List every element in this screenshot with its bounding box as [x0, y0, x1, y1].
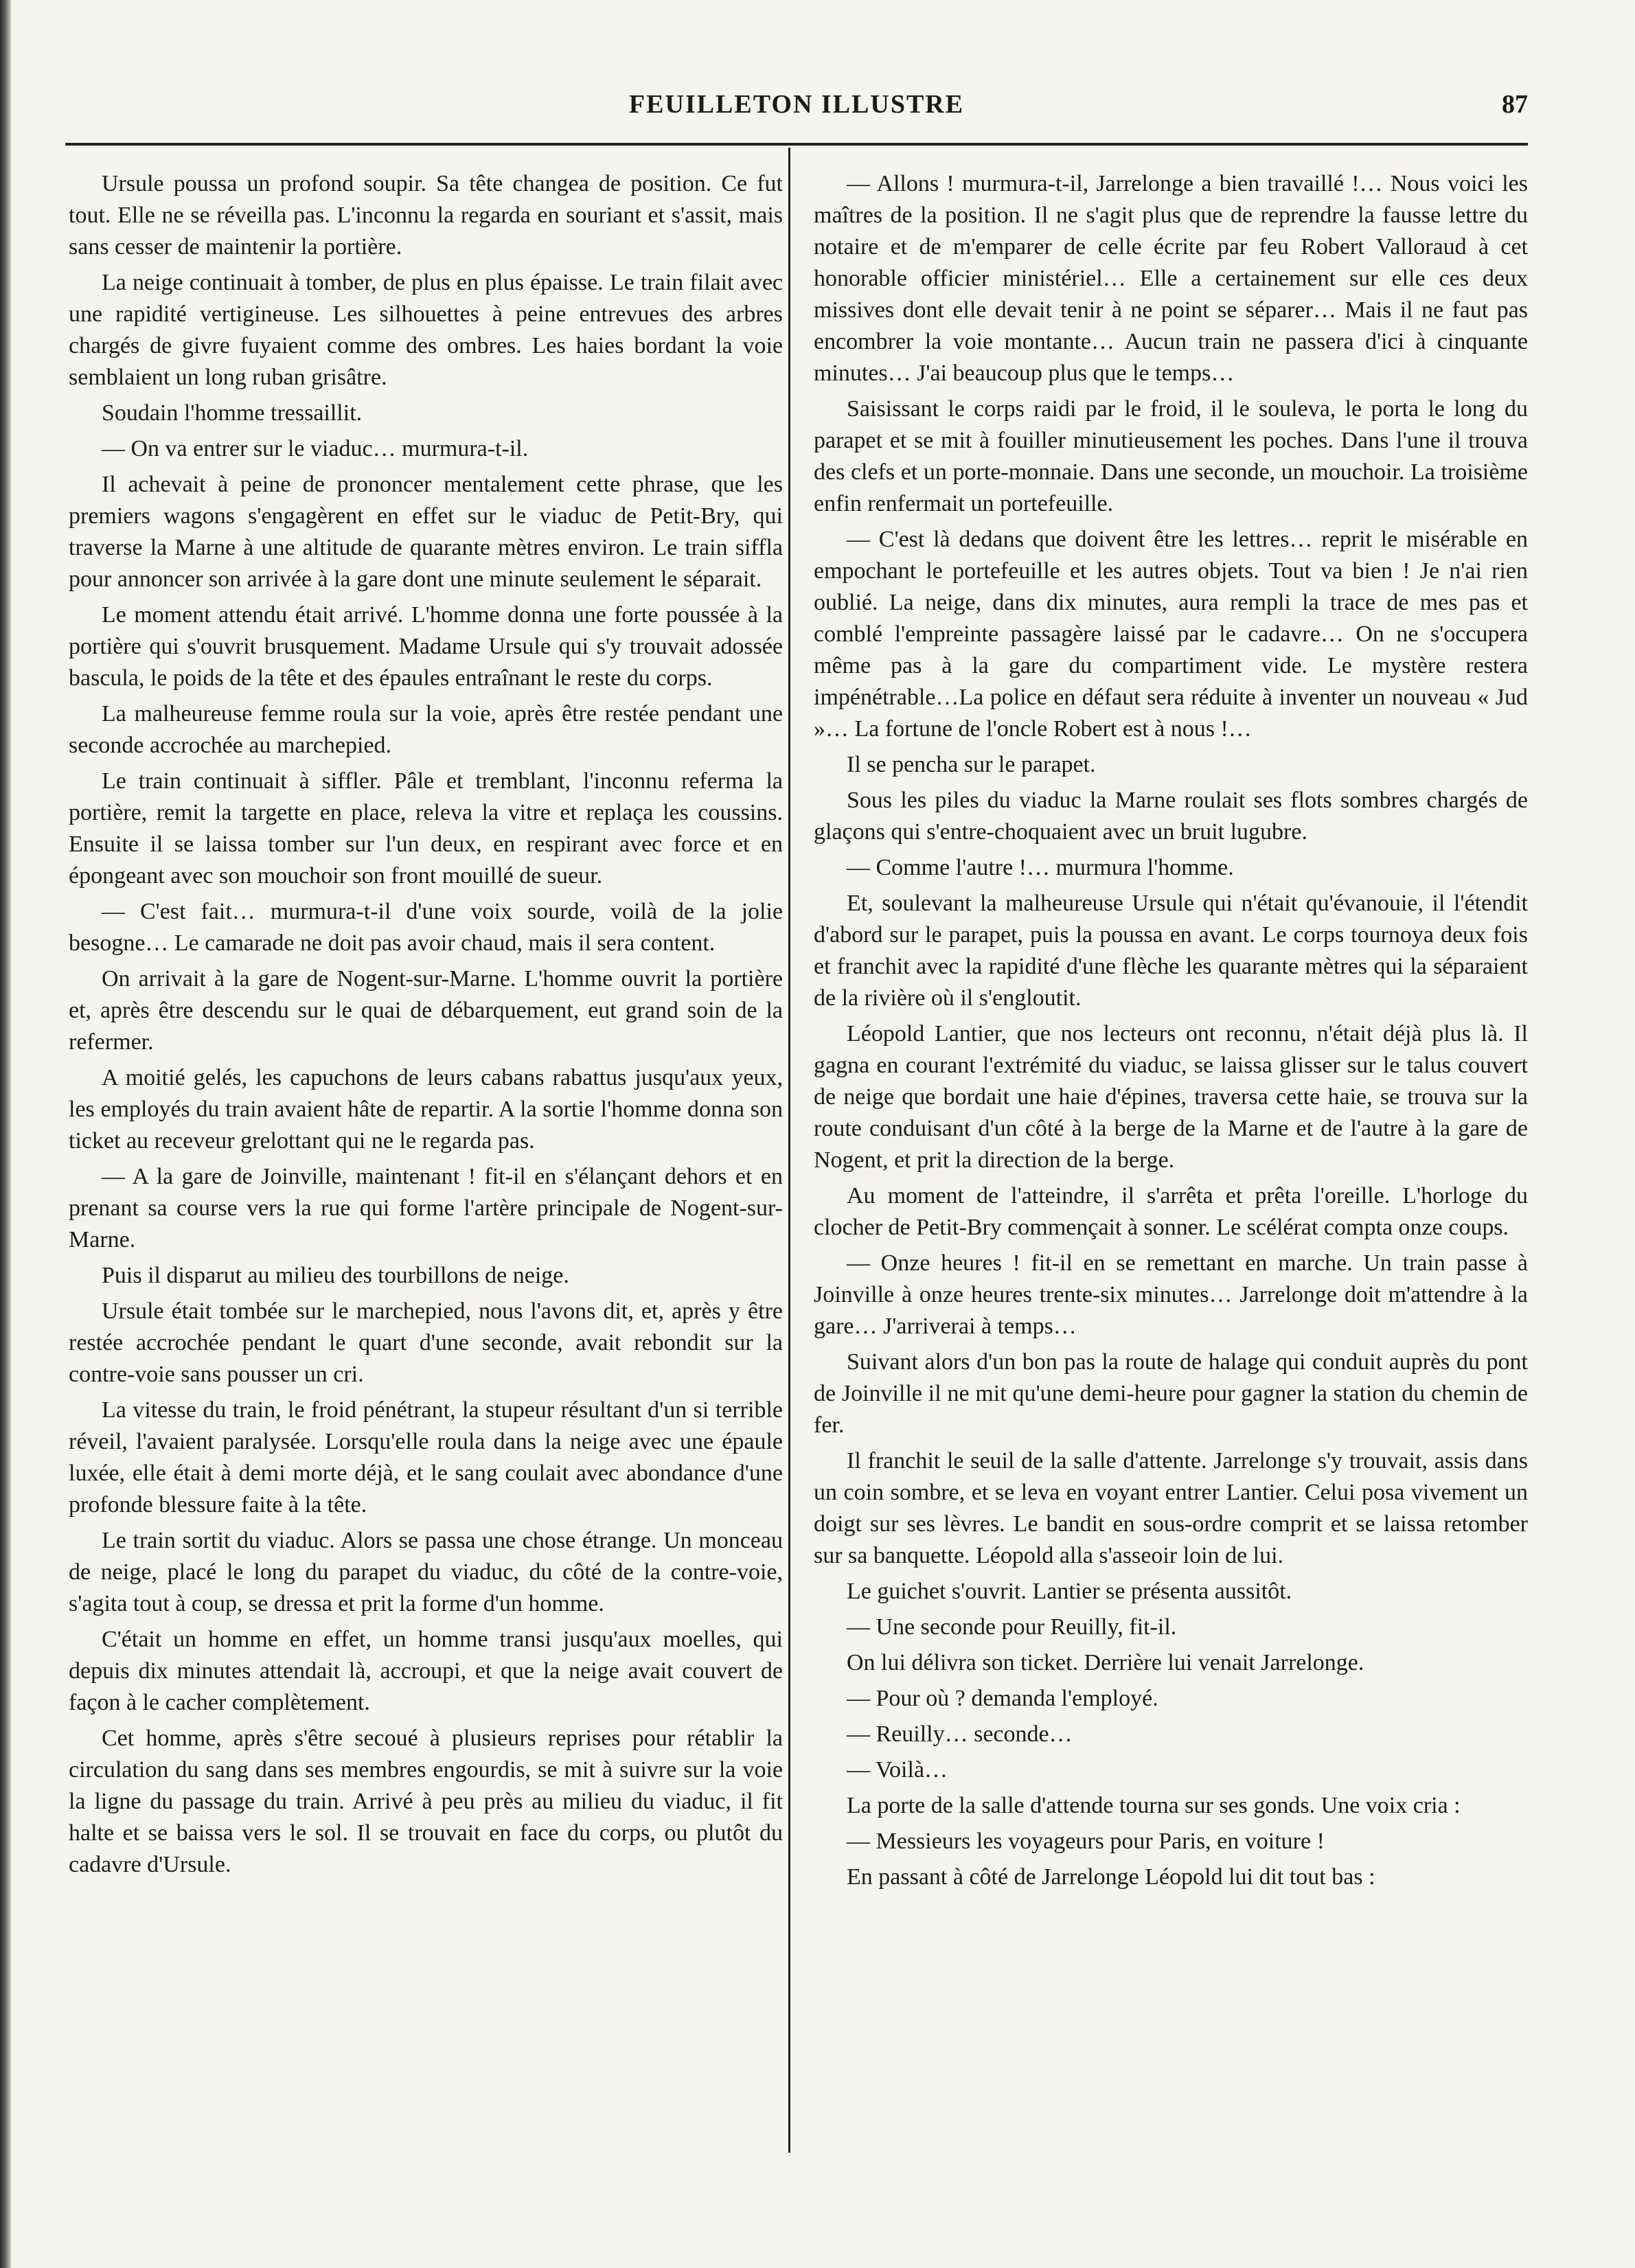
paragraph: Et, soulevant la malheureuse Ursule qui n'était qu'évanouie, il l'étendit d'abord sur le parapet, puis la poussa en avant. Le corps tournoya deux fois et franchit avec la rapidité d'une flèche les quarante mètres qui la séparaient de la rivière où il s'engloutit. [814, 891, 1528, 1011]
paragraph: La neige continuait à tomber, de plus en plus épaisse. Le train filait avec une rapidité vertigineuse. Les silhouettes à peine entrevues des arbres chargés de givre fuyaient comme des ombres. Les haies bordant la voie semblaient un long ruban grisâtre. [69, 270, 783, 390]
paragraph: Puis il disparut au milieu des tourbillons de neige. [102, 1263, 569, 1288]
column-divider [788, 148, 790, 2153]
paragraph: Le guichet s'ouvrit. Lantier se présenta aussitôt. [847, 1579, 1292, 1604]
paragraph: — Voilà… [847, 1757, 948, 1783]
paragraph: Le train continuait à siffler. Pâle et tremblant, l'inconnu referma la portière, remit la targette en place, releva la vitre et replaça les coussins. Ensuite il se laissa tomber sur l'un deux, en respirant avec force et en épongeant avec son mouchoir son front mouillé de sueur. [69, 768, 783, 889]
paragraph: La malheureuse femme roula sur la voie, après être restée pendant une seconde accrochée au marchepied. [69, 701, 783, 758]
left-column [69, 168, 783, 1885]
paragraph: Il achevait à peine de prononcer mentalement cette phrase, que les premiers wagons s'engagèrent en effet sur le viaduc de Petit-Bry, qui traverse la Marne à une altitude de quarante mètres environ. Le train siffla pour annoncer son arrivée à la gare dont une minute seulement le séparait. [69, 472, 783, 592]
paragraph: On lui délivra son ticket. Derrière lui venait Jarrelonge. [847, 1650, 1364, 1675]
header-rule [65, 143, 1528, 146]
paragraph: Il franchit le seuil de la salle d'attente. Jarrelonge s'y trouvait, assis dans un coin sombre, et se leva en voyant entrer Lantier. Celui posa vivement un doigt sur ses lèvres. Le bandit en sous-ordre comprit et se laissa retomber sur sa banquette. Léopold alla s'asseoir loin de lui. [814, 1448, 1528, 1568]
paragraph: — On va entrer sur le viaduc… murmura-t-il. [102, 436, 529, 461]
paragraph: Sous les piles du viaduc la Marne roulait ses flots sombres chargés de glaçons qui s'entre-choquaient avec un bruit lugubre. [814, 788, 1528, 845]
paragraph: Au moment de l'atteindre, il s'arrêta et prêta l'oreille. L'horloge du clocher de Petit-Bry commençait à sonner. Le scélérat compta onze coups. [814, 1183, 1528, 1240]
paragraph: Le moment attendu était arrivé. L'homme donna une forte poussée à la portière qui s'ouvrit brusquement. Madame Ursule qui s'y trouvait adossée bascula, le poids de la tête et des épaules entraînant le reste du corps. [69, 602, 783, 691]
paragraph: — C'est là dedans que doivent être les lettres… reprit le misérable en empochant le portefeuille et les autres objets. Tout va bien ! Je n'ai rien oublié. La neige, dans dix minutes, aura rempli la trace de mes pas et comblé l'empreinte passagère laissé par le cadavre… On ne s'occupera même pas à la gare du compartiment vide. Le mystère restera impénétrable…La police en défaut sera réduite à inventer un nouveau « Jud »… La fortune de l'oncle Robert est à nous !… [814, 527, 1528, 742]
paragraph: Suivant alors d'un bon pas la route de halage qui conduit auprès du pont de Joinville il ne mit qu'une demi-heure pour gagner la station du chemin de fer. [814, 1349, 1528, 1438]
paragraph: La vitesse du train, le froid pénétrant, la stupeur résultant d'un si terrible réveil, l'avaient paralysée. Lorsqu'elle roula dans la neige avec une épaule luxée, elle était à demi morte déjà, et le sang coulait avec abondance d'une profonde blessure faite à la tête. [69, 1397, 783, 1517]
page-header [65, 69, 1528, 137]
paragraph: A moitié gelés, les capuchons de leurs cabans rabattus jusqu'aux yeux, les employés du train avaient hâte de repartir. A la sortie l'homme donna son ticket au receveur grelottant qui ne le regarda pas. [69, 1065, 783, 1154]
paragraph: Ursule était tombée sur le marchepied, nous l'avons dit, et, après y être restée accrochée pendant le quart d'une seconde, avait rebondit sur la contre-voie sans pousser un cri. [69, 1298, 783, 1387]
page-spine-shadow [0, 0, 11, 2268]
paragraph: Soudain l'homme tressaillit. [102, 400, 363, 426]
paragraph: Saisissant le corps raidi par le froid, il le souleva, le porta le long du parapet et se mit à fouiller minutieusement les poches. Dans l'une il trouva des clefs et un porte-monnaie. Dans une seconde, un mouchoir. La troisième enfin renfermait un portefeuille. [814, 396, 1528, 516]
paragraph: Il se pencha sur le parapet. [847, 752, 1096, 777]
paragraph: La porte de la salle d'attende tourna sur ses gonds. Une voix cria : [847, 1793, 1461, 1818]
paragraph: — C'est fait… murmura-t-il d'une voix sourde, voilà de la jolie besogne… Le camarade ne doit pas avoir chaud, mais il sera content. [69, 899, 783, 956]
paragraph: — Comme l'autre !… murmura l'homme. [847, 855, 1234, 880]
right-column [814, 168, 1528, 1897]
paragraph: — Reuilly… seconde… [847, 1721, 1073, 1747]
running-title: FEUILLETON ILLUSTRE [628, 90, 965, 119]
paragraph: — Pour où ? demanda l'employé. [847, 1686, 1158, 1711]
paragraph: En passant à côté de Jarrelonge Léopold lui dit tout bas : [847, 1864, 1375, 1890]
paragraph: C'était un homme en effet, un homme transi jusqu'aux moelles, qui depuis dix minutes attendait là, accroupi, et que la neige avait couvert de façon à le cacher complètement. [69, 1627, 783, 1715]
paragraph: — Une seconde pour Reuilly, fit-il. [847, 1614, 1177, 1640]
paragraph: Ursule poussa un profond soupir. Sa tête changea de position. Ce fut tout. Elle ne se réveilla pas. L'inconnu la regarda en souriant et s'assit, mais sans cesser de maintenir la portière. [69, 171, 783, 260]
paragraph: — Messieurs les voyageurs pour Paris, en voiture ! [847, 1829, 1325, 1854]
paragraph: — Allons ! murmura-t-il, Jarrelonge a bien travaillé !… Nous voici les maîtres de la position. Il ne s'agit plus que de reprendre la fausse lettre du notaire et de m'emparer de celle écrite par feu Robert Valloraud à cet honorable officier ministériel… Elle a certainement sur elle ces deux missives dont elle devait tenir à ne point se séparer… Mais il ne faut pas encombrer la voie montante… Aucun train ne passera d'ici à cinquante minutes… J'ai beaucoup plus que le temps… [814, 171, 1528, 386]
paragraph: Cet homme, après s'être secoué à plusieurs reprises pour rétablir la circulation du sang dans ses membres engourdis, se mit à suivre sur la voie la ligne du passage du train. Arrivé à peu près au milieu du viaduc, il fit halte et se baissa vers le sol. Il se trouvait en face du corps, ou plutôt du cadavre d'Ursule. [69, 1726, 783, 1877]
paragraph: Le train sortit du viaduc. Alors se passa une chose étrange. Un monceau de neige, placé le long du parapet du viaduc, du côté de la contre-voie, s'agita tout à coup, se dressa et prit la forme d'un homme. [69, 1528, 783, 1616]
paragraph: On arrivait à la gare de Nogent-sur-Marne. L'homme ouvrit la portière et, après être descendu sur le quai de débarquement, eut grand soin de la refermer. [69, 966, 783, 1055]
paragraph: — Onze heures ! fit-il en se remettant en marche. Un train passe à Joinville à onze heures trente-six minutes… Jarrelonge doit m'attendre à la gare… J'arriverai à temps… [814, 1250, 1528, 1339]
paragraph: — A la gare de Joinville, maintenant ! fit-il en s'élançant dehors et en prenant sa course vers la rue qui forme l'artère principale de Nogent-sur-Marne. [69, 1164, 783, 1252]
page-number: 87 [1502, 90, 1528, 119]
paragraph: Léopold Lantier, que nos lecteurs ont reconnu, n'était déjà plus là. Il gagna en courant l'extrémité du viaduc, se laissa glisser sur le talus couvert de neige que bordait une haie d'épines, traversa cette haie, se trouva sur la route conduisant d'un côté à la berge de la Marne et de l'autre à la gare de Nogent, et prit la direction de la berge. [814, 1021, 1528, 1173]
